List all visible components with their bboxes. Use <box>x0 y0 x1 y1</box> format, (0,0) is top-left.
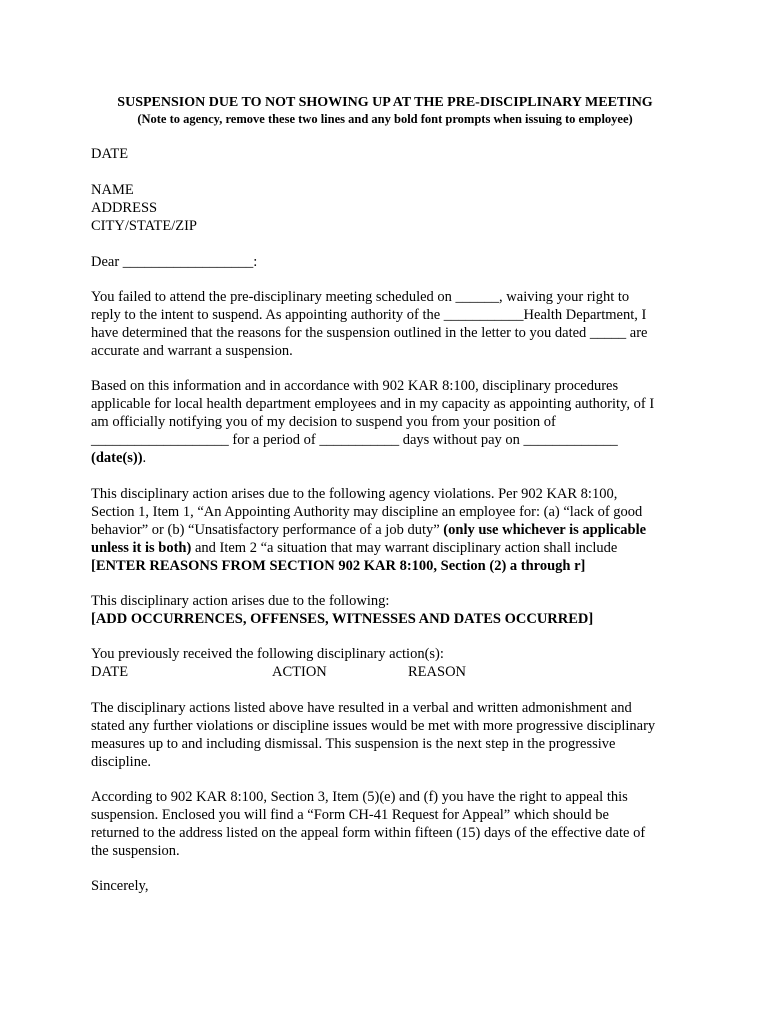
recipient-name: NAME <box>91 182 134 198</box>
paragraph-line <box>91 449 681 467</box>
column-action: ACTION <box>272 664 327 680</box>
paragraph-missed-meeting <box>91 288 681 360</box>
closing-text: Sincerely, <box>91 878 149 894</box>
bold-prompt: (only use whichever is applicable <box>443 522 647 538</box>
paragraph-line: This disciplinary action arises due to the following: <box>91 593 390 609</box>
line-text: behavior” or (b) “Unsatisfactory performance of a job duty” <box>91 522 444 538</box>
paragraph-line <box>91 557 681 575</box>
paragraph-occurrences <box>91 592 681 628</box>
paragraph-line: The disciplinary actions listed above have resulted in a verbal and written admonishment and <box>91 700 632 716</box>
recipient-city: CITY/STATE/ZIP <box>91 218 197 234</box>
column-date: DATE <box>91 664 129 680</box>
paragraph-line: applicable for local health department employees and in my capacity as appointing authority, of I <box>91 396 655 412</box>
closing <box>91 877 681 895</box>
paragraph-line: returned to the address listed on the appeal form within fifteen (15) days of the effective date of <box>91 825 646 841</box>
column-reason: REASON <box>408 664 467 680</box>
paragraph-line <box>91 610 681 628</box>
paragraph-line: measures up to and including dismissal. This suspension is the next step in the progressive <box>91 736 616 752</box>
paragraph-line <box>91 539 681 557</box>
paragraph-line: the suspension. <box>91 843 180 859</box>
paragraph-line: reply to the intent to suspend. As appointing authority of the ___________Health Department, I <box>91 307 647 323</box>
paragraph-line: have determined that the reasons for the suspension outlined in the letter to you dated _____ are <box>91 325 648 341</box>
agency-note: (Note to agency, remove these two lines and any bold font prompts when issuing to employee) <box>137 112 633 126</box>
paragraph-appeal <box>91 788 681 860</box>
punctuation: . <box>142 450 147 466</box>
paragraph-line: Section 1, Item 1, “An Appointing Authority may discipline an employee for: (a) “lack of good <box>91 504 643 520</box>
paragraph-line: This disciplinary action arises due to the following agency violations. Per 902 KAR 8:100, <box>91 486 618 502</box>
paragraph-line: ___________________ for a period of ___________ days without pay on _____________ <box>91 432 618 448</box>
document-title: SUSPENSION DUE TO NOT SHOWING UP AT THE PRE-DISCIPLINARY MEETING <box>117 95 653 110</box>
paragraph-line: discipline. <box>91 754 152 770</box>
paragraph-line <box>91 521 681 539</box>
previous-actions <box>91 645 681 681</box>
paragraph-line: suspension. Enclosed you will find a “Form CH-41 Request for Appeal” which should be <box>91 807 609 823</box>
bold-prompt: [ADD OCCURRENCES, OFFENSES, WITNESSES AND DATES OCCURRED] <box>91 611 594 627</box>
recipient-address <box>91 181 681 235</box>
bold-prompt: [ENTER REASONS FROM SECTION 902 KAR 8:100, Section (2) a through r] <box>91 558 586 574</box>
bold-prompt: (date(s)) <box>91 450 143 466</box>
previous-actions-header <box>91 663 681 681</box>
paragraph-progressive-discipline <box>91 699 681 771</box>
date-line <box>91 145 681 163</box>
salutation-text: Dear __________________: <box>91 254 258 270</box>
paragraph-violations <box>91 485 681 575</box>
date-text: DATE <box>91 146 129 162</box>
previous-actions-intro: You previously received the following disciplinary action(s): <box>91 646 444 662</box>
recipient-street: ADDRESS <box>91 200 158 216</box>
paragraph-line: You failed to attend the pre-disciplinary meeting scheduled on ______, waiving your right to <box>91 289 630 305</box>
paragraph-line: According to 902 KAR 8:100, Section 3, Item (5)(e) and (f) you have the right to appeal this <box>91 789 628 805</box>
paragraph-line: stated any further violations or discipline issues would be met with more progressive disciplinary <box>91 718 656 734</box>
bold-prompt: unless it is both) <box>91 540 192 556</box>
paragraph-line: accurate and warrant a suspension. <box>91 343 293 359</box>
paragraph-suspension-notice <box>91 377 681 467</box>
salutation <box>91 253 681 271</box>
line-text: and Item 2 “a situation that may warrant disciplinary action shall include <box>191 540 618 556</box>
paragraph-line: Based on this information and in accordance with 902 KAR 8:100, disciplinary procedures <box>91 378 619 394</box>
paragraph-line: am officially notifying you of my decision to suspend you from your position of <box>91 414 556 430</box>
